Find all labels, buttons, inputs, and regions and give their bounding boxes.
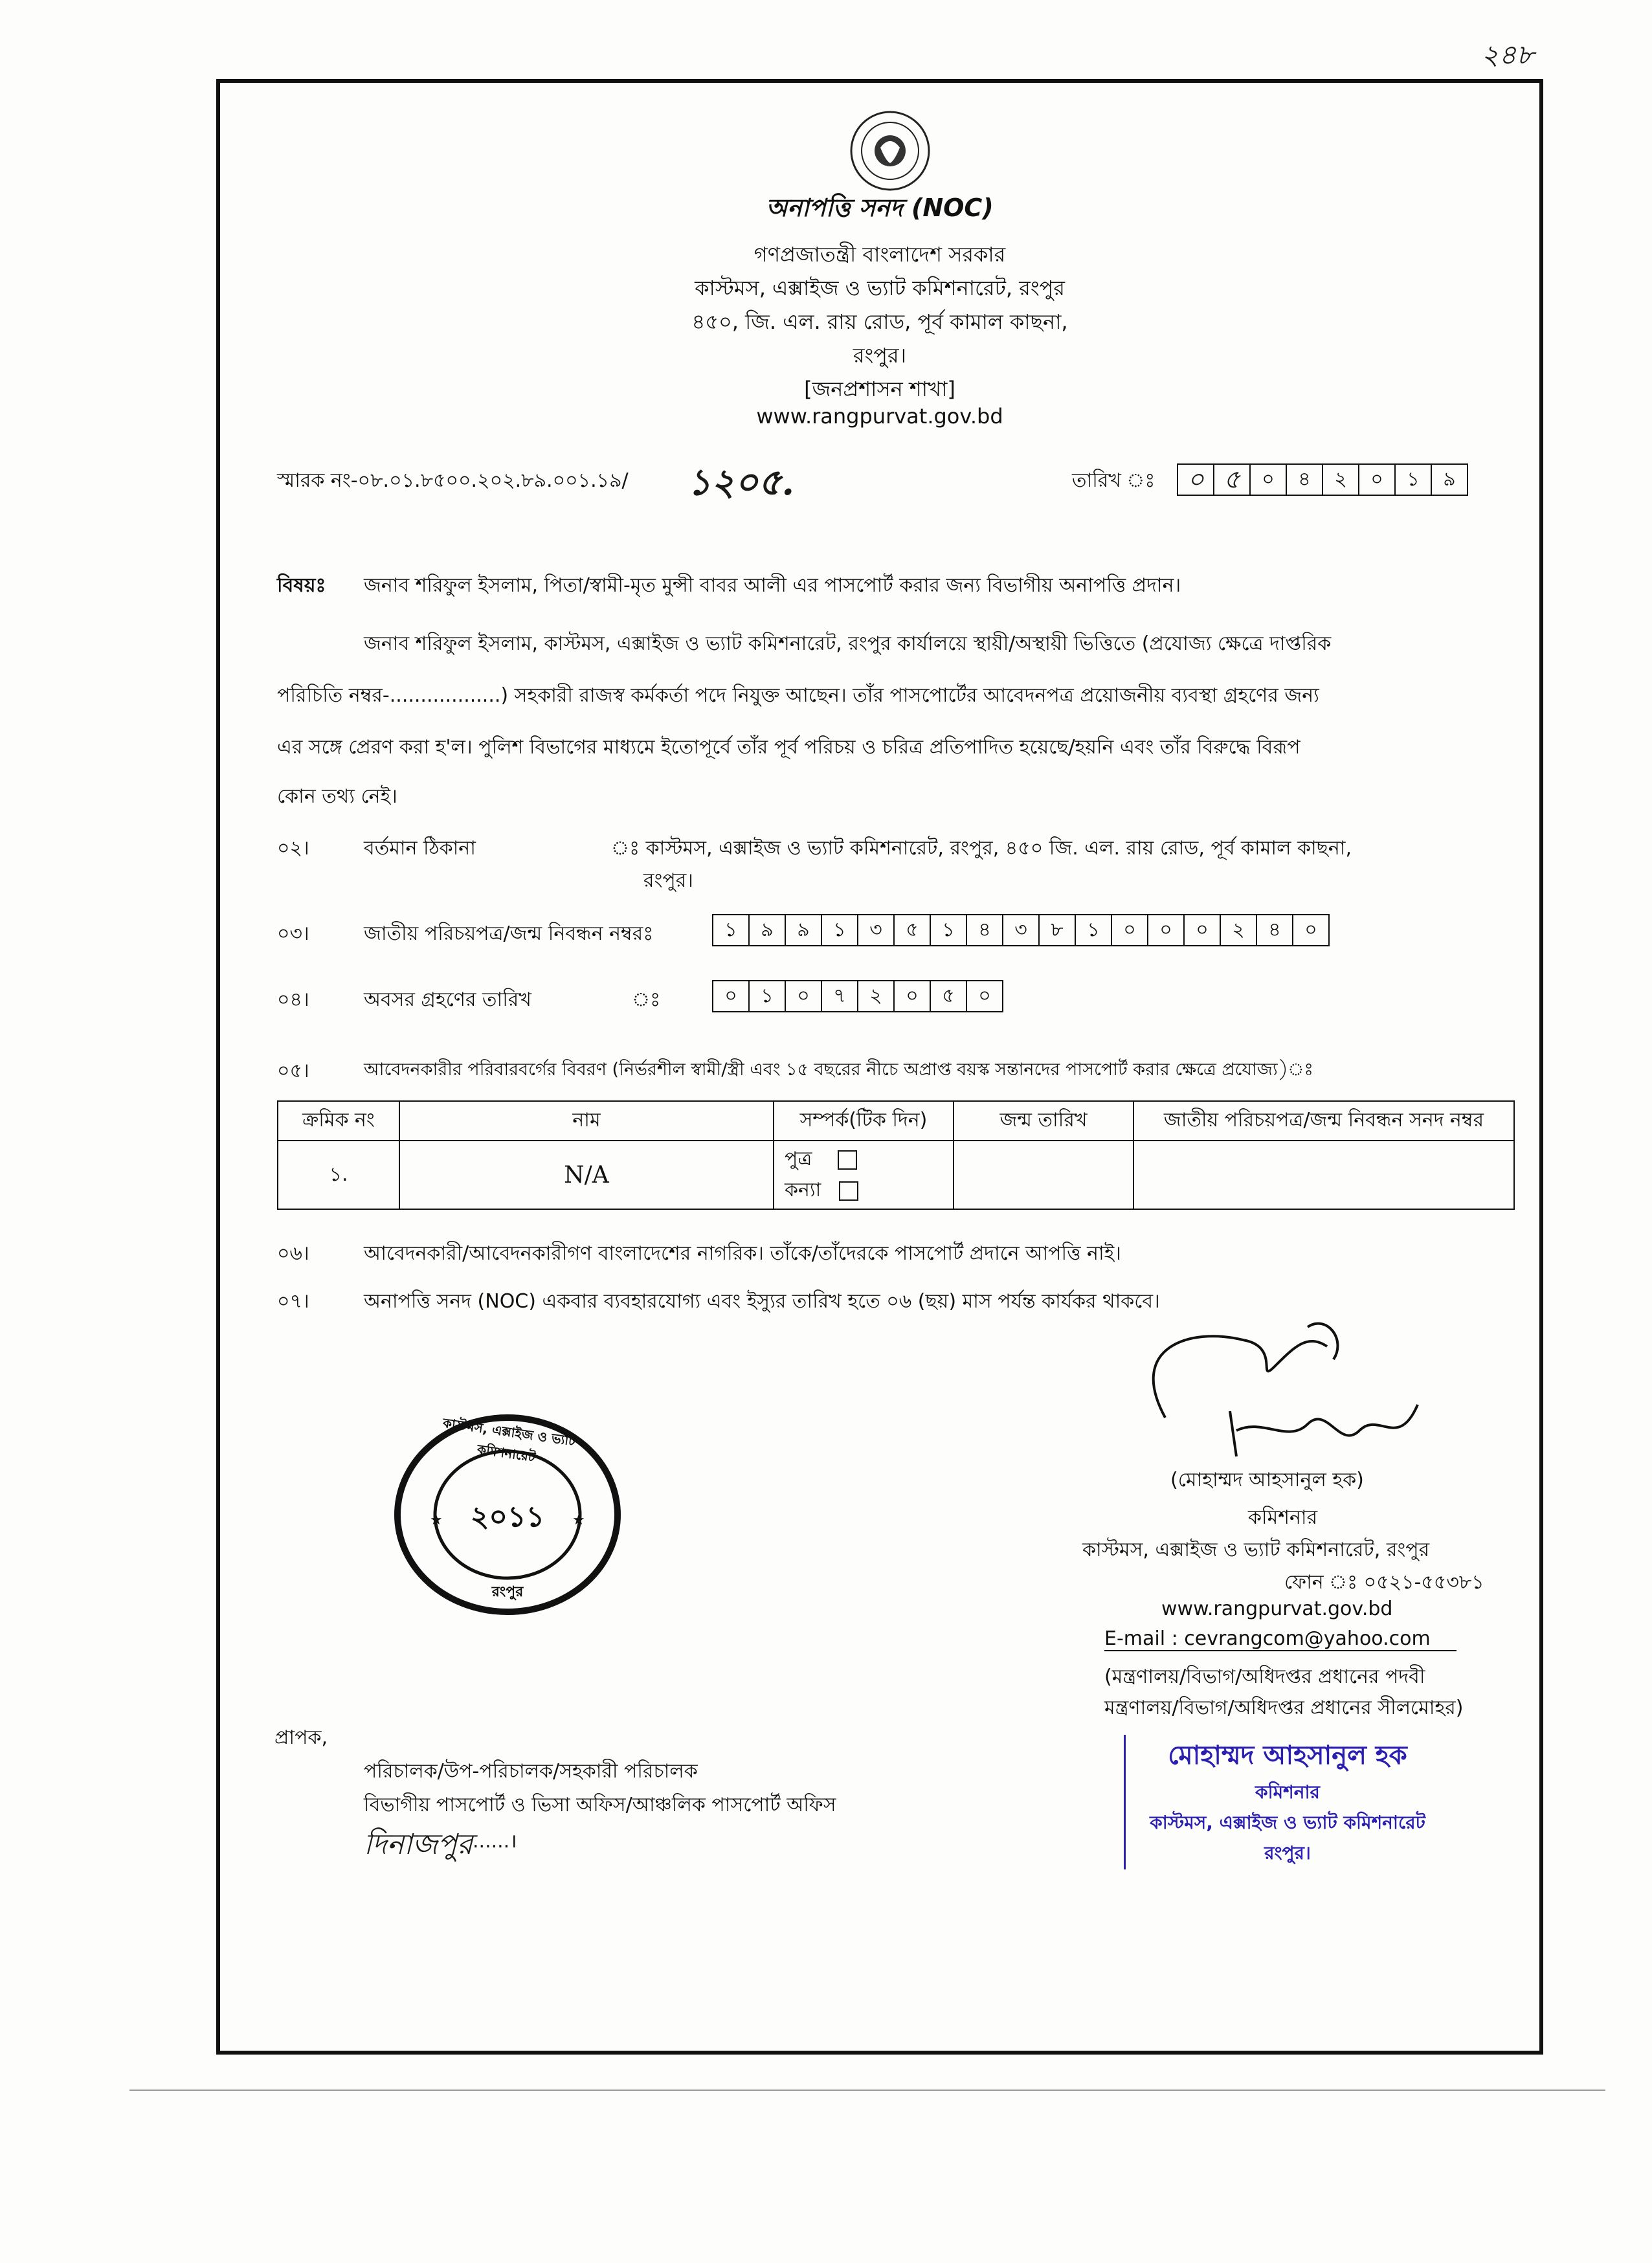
signatory-phone: ফোন ঃ ০৫২১-৫৫৩৮১ xyxy=(1284,1571,1484,1594)
col-serial: ক্রমিক নং xyxy=(278,1101,399,1141)
date-digit: ০ xyxy=(1251,465,1287,495)
item-05-number: ০৫। xyxy=(277,1060,309,1082)
date-digit: ০ xyxy=(1178,465,1214,495)
item-02-value: ঃ কাস্টমস, এক্সাইজ ও ভ্যাট কমিশনারেট, রংপুর, ৪৫০ জি. এল. রায় রোড, পূর্ব কামাল কাছনা, xyxy=(611,837,1352,860)
nid-digit: ১ xyxy=(1076,915,1112,945)
relation-daughter-label: কন্যা xyxy=(785,1179,821,1201)
date-digit: ১ xyxy=(1396,465,1432,495)
signatory-email: E-mail : cevrangcom@yahoo.com xyxy=(1104,1627,1457,1651)
subject-label: বিষয়ঃ xyxy=(277,574,326,597)
nid-digit: ৯ xyxy=(786,915,822,945)
body-line-2: পরিচিতি নম্বর-..................) সহকারী রাজস্ব কর্মকর্তা পদে নিযুক্ত আছেন। তাঁর পাসপোর্টের আবেদনপত্র প্রয়োজনীয় ব্যবস্থা গ্রহণের জন্য xyxy=(277,684,1319,707)
item-05-label: আবেদনকারীর পরিবারবর্গের বিবরণ (নির্ভরশীল স্বামী/স্ত্রী এবং ১৫ বছরের নীচে অপ্রাপ্ত বয়স্ক সন্তানদের পাসপোর্ট করার ক্ষেত্রে প্রযোজ্য)ঃ xyxy=(364,1060,1313,1080)
header-city: রংপুর। xyxy=(853,343,907,368)
item-04-colon: ঃ xyxy=(632,988,661,1011)
nid-digit: ০ xyxy=(1148,915,1185,945)
col-dob: জন্ম তারিখ xyxy=(954,1101,1133,1141)
item-07-number: ০৭। xyxy=(277,1290,309,1313)
memo-number-handwritten: ১২০৫. xyxy=(687,461,794,504)
family-table xyxy=(277,1100,1515,1210)
nid-digit: ৫ xyxy=(895,915,931,945)
body-line-1: জনাব শরিফুল ইসলাম, কাস্টমস, এক্সাইজ ও ভ্যাট কমিশনারেট, রংপুর কার্যালয়ে স্থায়ী/অস্থায়ী ভিত্তিতে (প্রযোজ্য ক্ষেত্রে দাপ্তরিক xyxy=(364,632,1332,655)
date-digit: ৪ xyxy=(1287,465,1323,495)
date-digit: ২ xyxy=(1323,465,1359,495)
retire-digit: ০ xyxy=(713,981,750,1011)
header-website: www.rangpurvat.gov.bd xyxy=(756,404,1003,429)
signatory-designation: কমিশনার xyxy=(1248,1506,1318,1529)
item-02-number: ০২। xyxy=(277,837,309,860)
row-serial: ১. xyxy=(278,1141,399,1209)
subject-text: জনাব শরিফুল ইসলাম, পিতা/স্বামী-মৃত মুন্সী বাবর আলী এর পাসপোর্ট করার জন্য বিভাগীয় অনাপত্তি প্রদান। xyxy=(364,574,1181,597)
retirement-date-boxes xyxy=(712,980,1003,1012)
recipient-line-1: পরিচালক/উপ-পরিচালক/সহকারী পরিচালক xyxy=(364,1760,698,1783)
svg-text:★: ★ xyxy=(572,1512,585,1528)
body-line-3: এর সঙ্গে প্রেরণ করা হ'ল। পুলিশ বিভাগের মাধ্যমে ইতোপূর্বে তাঁর পূর্ব পরিচয় ও চরিত্র প্রতিপাদিত হয়েছে/হয়নি এবং তাঁর বিরুদ্ধে বিরূপ xyxy=(277,736,1300,759)
nid-boxes xyxy=(712,914,1330,946)
item-06-number: ০৬। xyxy=(277,1242,309,1265)
son-checkbox[interactable] xyxy=(838,1150,857,1170)
relation-son-label: পুত্র xyxy=(785,1148,812,1170)
item-04-number: ০৪। xyxy=(277,988,309,1011)
nid-digit: ৩ xyxy=(858,915,895,945)
date-digit: ৫ xyxy=(1214,465,1251,495)
retire-digit: ২ xyxy=(858,981,895,1011)
nid-digit: ১ xyxy=(931,915,967,945)
blue-name-seal xyxy=(1124,1735,1449,1869)
header-address: ৪৫০, জি. এল. রায় রোড, পূর্ব কামাল কাছনা, xyxy=(691,309,1068,334)
retire-digit: ০ xyxy=(895,981,931,1011)
retire-digit: ১ xyxy=(750,981,786,1011)
government-emblem xyxy=(848,109,932,195)
signature xyxy=(1113,1308,1450,1476)
date-digit: ০ xyxy=(1359,465,1396,495)
row-dob xyxy=(954,1141,1133,1209)
retire-digit: ৭ xyxy=(822,981,858,1011)
page-number: ২৪৮ xyxy=(1481,39,1534,71)
seal-bottom: রংপুর xyxy=(491,1584,524,1600)
nid-digit: ৯ xyxy=(750,915,786,945)
header-branch: [জনপ্রশাসন শাখা] xyxy=(804,377,955,401)
blue-seal-city: রংপুর। xyxy=(1264,1842,1311,1864)
retire-digit: ৫ xyxy=(931,981,967,1011)
blue-seal-name: মোহাম্মদ আহসানুল হক xyxy=(1168,1741,1407,1770)
recipient-dots: ......। xyxy=(473,1830,517,1853)
item-03-number: ০৩। xyxy=(277,922,309,945)
memo-number-label: স্মারক নং-০৮.০১.৮৫০০.২০২.৮৯.০০১.১৯/ xyxy=(277,469,629,492)
nid-digit: ০ xyxy=(1304,919,1317,941)
signatory-note-2: মন্ত্রণালয়/বিভাগ/অধিদপ্তর প্রধানের সীলমোহর) xyxy=(1104,1697,1464,1719)
item-03-label: জাতীয় পরিচয়পত্র/জন্ম নিবন্ধন নম্বরঃ xyxy=(364,922,654,945)
date-boxes xyxy=(1177,463,1468,496)
signatory-name: (মোহাম্মদ আহসানুল হক) xyxy=(1170,1469,1364,1491)
nid-digit: ২ xyxy=(1221,915,1257,945)
retire-digit: ০ xyxy=(978,985,991,1007)
seal-ring-text: কাস্টমস, এক্সাইজ ও ভ্যাট কমিশনারেট xyxy=(441,1414,577,1466)
item-07-text: অনাপত্তি সনদ (NOC) একবার ব্যবহারযোগ্য এবং ইস্যুর তারিখ হতে ০৬ (ছয়) মাস পর্যন্ত কার্যকর থাকবে। xyxy=(364,1290,1160,1313)
table-row xyxy=(278,1141,1514,1209)
recipient-label: প্রাপক, xyxy=(274,1726,328,1749)
blue-seal-office: কাস্টমস, এক্সাইজ ও ভ্যাট কমিশনারেট xyxy=(1150,1812,1425,1833)
recipient-line-3: দিনাজপুর xyxy=(364,1828,473,1861)
office-round-seal xyxy=(391,1411,624,1618)
nid-digit: ৩ xyxy=(1003,915,1040,945)
signatory-website: www.rangpurvat.gov.bd xyxy=(1161,1598,1393,1620)
nid-digit: ০ xyxy=(1112,915,1148,945)
blue-seal-designation: কমিশনার xyxy=(1255,1781,1320,1803)
relation-daughter xyxy=(785,1175,948,1206)
retire-digit: ০ xyxy=(786,981,822,1011)
item-04-label: অবসর গ্রহণের তারিখ xyxy=(364,988,531,1011)
nid-digit: ১ xyxy=(713,915,750,945)
daughter-checkbox[interactable] xyxy=(839,1181,858,1201)
nid-digit: ১ xyxy=(822,915,858,945)
seal-year: ২০১১ xyxy=(470,1500,545,1533)
family-table-header xyxy=(278,1101,1514,1141)
row-nid xyxy=(1133,1141,1514,1209)
noc-title: অনাপত্তি সনদ (NOC) xyxy=(766,194,994,222)
nid-digit: ৪ xyxy=(967,915,1003,945)
col-nid: জাতীয় পরিচয়পত্র/জন্ম নিবন্ধন সনদ নম্বর xyxy=(1133,1101,1514,1141)
header-govt: গণপ্রজাতন্ত্রী বাংলাদেশ সরকার xyxy=(753,242,1006,267)
header-office: কাস্টমস, এক্সাইজ ও ভ্যাট কমিশনারেট, রংপুর xyxy=(695,276,1065,300)
row-name: N/A xyxy=(399,1141,774,1209)
recipient-line-2: বিভাগীয় পাসপোর্ট ও ভিসা অফিস/আঞ্চলিক পাসপোর্ট অফিস xyxy=(364,1794,836,1816)
col-relation: সম্পর্ক(টিক দিন) xyxy=(774,1101,954,1141)
date-digit: ৯ xyxy=(1443,468,1456,491)
item-06-text: আবেদনকারী/আবেদনকারীগণ বাংলাদেশের নাগরিক। তাঁকে/তাঁদেরকে পাসপোর্ট প্রদানে আপত্তি নাই। xyxy=(364,1242,1122,1265)
body-line-4: কোন তথ্য নেই। xyxy=(277,785,397,808)
nid-digit: ৮ xyxy=(1040,915,1076,945)
nid-digit: ০ xyxy=(1185,915,1221,945)
date-label: তারিখ ঃ xyxy=(1072,469,1155,492)
row-relation xyxy=(774,1141,954,1209)
item-02-label: বর্তমান ঠিকানা xyxy=(364,837,476,860)
signatory-note-1: (মন্ত্রণালয়/বিভাগ/অধিদপ্তর প্রধানের পদবী xyxy=(1104,1666,1425,1688)
relation-son xyxy=(785,1144,948,1175)
col-name: নাম xyxy=(399,1101,774,1141)
signatory-office: কাস্টমস, এক্সাইজ ও ভ্যাট কমিশনারেট, রংপুর xyxy=(1082,1539,1430,1561)
svg-text:★: ★ xyxy=(430,1512,443,1528)
scan-edge-line xyxy=(129,2090,1605,2091)
nid-digit: ৪ xyxy=(1257,915,1293,945)
item-02-value-cont: রংপুর। xyxy=(643,869,694,892)
